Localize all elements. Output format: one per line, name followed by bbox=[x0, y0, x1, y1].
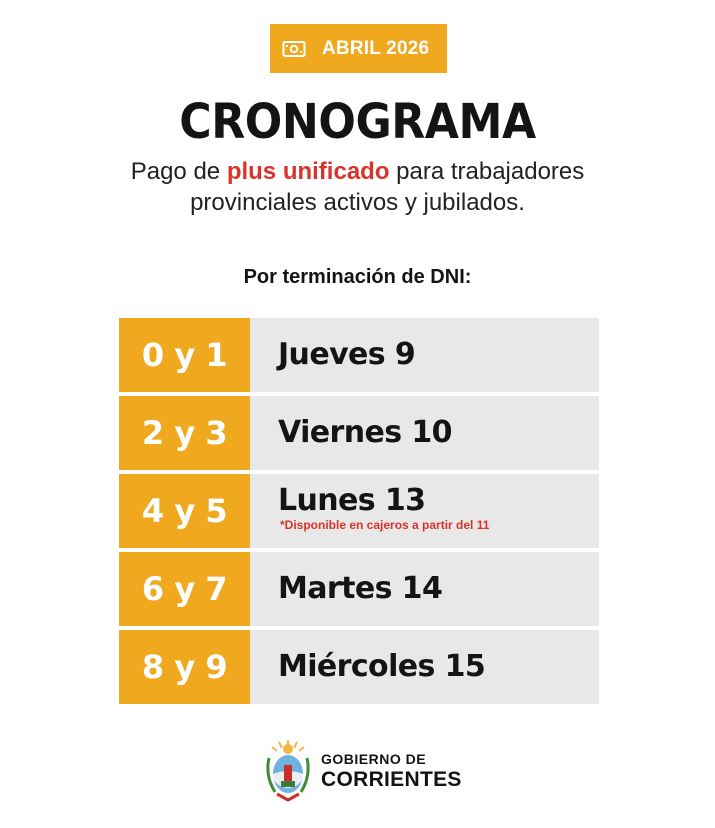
payment-day-cell bbox=[250, 630, 599, 704]
provincial-seal-icon bbox=[263, 738, 313, 804]
payment-note: *Disponible en cajeros a partir del 11 bbox=[280, 518, 490, 532]
schedule-table bbox=[119, 318, 599, 704]
payment-day: Lunes 13 bbox=[278, 483, 426, 518]
banknote-icon bbox=[282, 37, 306, 61]
payment-day: Viernes 10 bbox=[278, 415, 452, 450]
schedule-row bbox=[119, 630, 599, 704]
government-name-line-1: GOBIERNO DE bbox=[321, 751, 427, 767]
dni-ending-cell: 4 y 5 bbox=[119, 474, 250, 548]
date-badge bbox=[270, 24, 447, 73]
subtitle-line-2: provinciales activos y jubilados. bbox=[190, 189, 525, 216]
schedule-row bbox=[119, 396, 599, 470]
subtitle-text-after: para trabajadores bbox=[389, 158, 585, 185]
dni-ending-cell: 6 y 7 bbox=[119, 552, 250, 626]
government-name bbox=[321, 751, 462, 791]
subtitle-highlight: plus unificado bbox=[226, 158, 390, 185]
subtitle bbox=[0, 156, 715, 218]
schedule-row bbox=[119, 474, 599, 548]
payment-day-cell bbox=[250, 318, 599, 392]
page-title: CRONOGRAMA bbox=[179, 94, 536, 150]
payment-day: Jueves 9 bbox=[278, 337, 416, 372]
schedule-row bbox=[119, 318, 599, 392]
subtitle-line-1 bbox=[0, 156, 715, 187]
dni-section-label: Por terminación de DNI: bbox=[243, 266, 472, 288]
payment-day-cell bbox=[250, 396, 599, 470]
subtitle-text-before: Pago de bbox=[130, 158, 227, 185]
government-name-line-2: CORRIENTES bbox=[321, 768, 462, 791]
schedule-row bbox=[119, 552, 599, 626]
dni-ending-cell: 2 y 3 bbox=[119, 396, 250, 470]
payment-day: Miércoles 15 bbox=[278, 649, 486, 684]
government-logo bbox=[263, 738, 462, 804]
payment-day: Martes 14 bbox=[278, 571, 443, 606]
payment-day-cell bbox=[250, 552, 599, 626]
payment-day-cell bbox=[250, 474, 599, 548]
badge-label: ABRIL 2026 bbox=[322, 37, 430, 59]
dni-ending-cell: 8 y 9 bbox=[119, 630, 250, 704]
dni-ending-cell: 0 y 1 bbox=[119, 318, 250, 392]
